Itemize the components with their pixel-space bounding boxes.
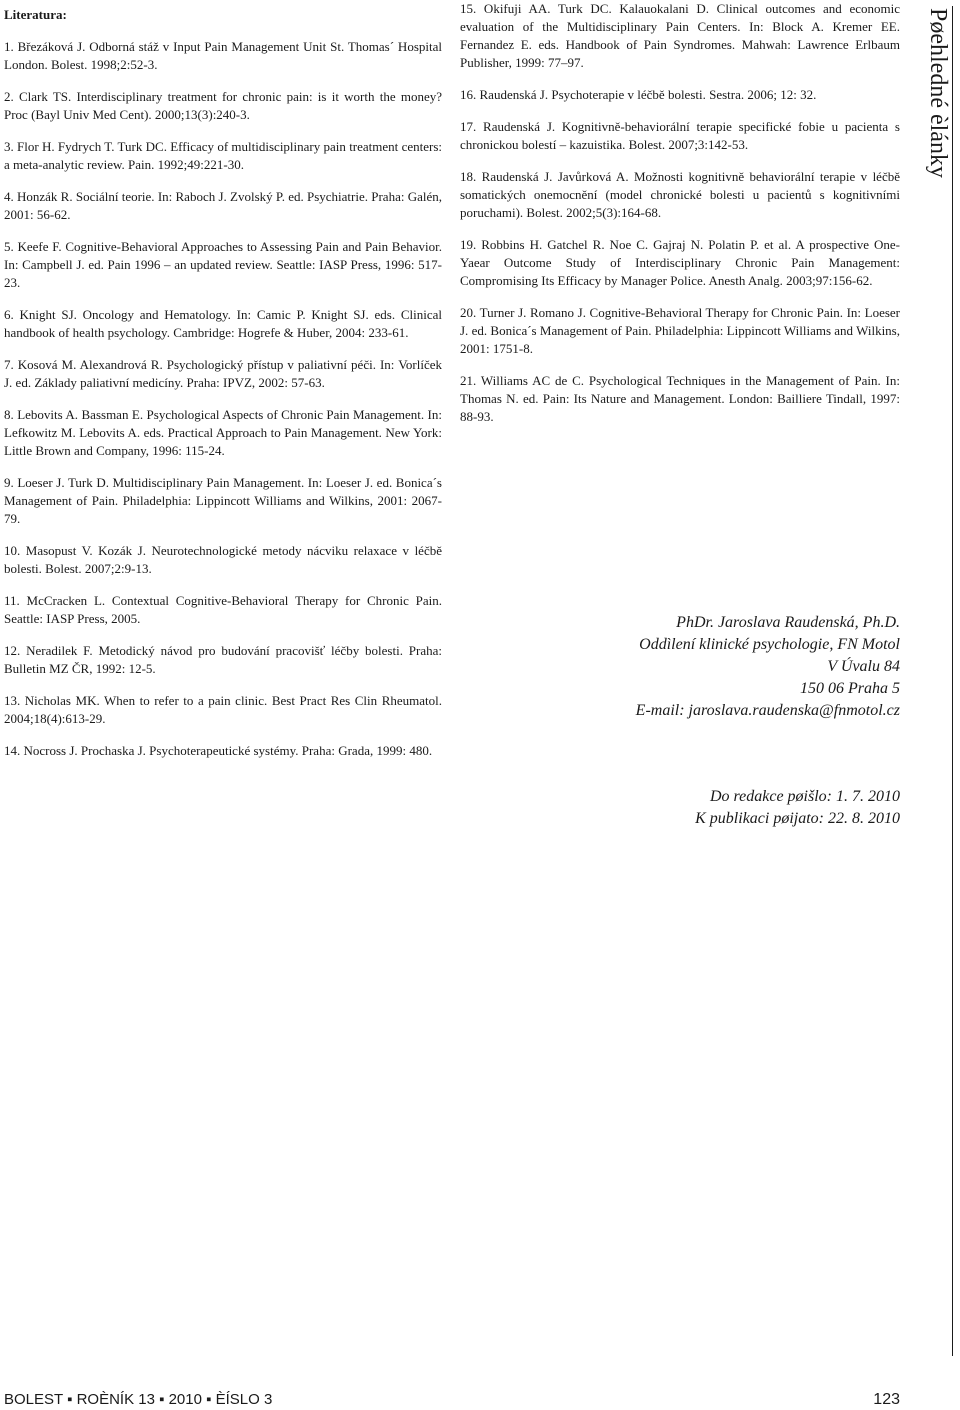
section-side-title [922, 6, 953, 1356]
reference-19: 19. Robbins H. Gatchel R. Noe C. Gajraj N. Polatin P. et al. A prospective One-Yaear Outcome Study of Interdisciplinary Chronic Pain Management: Compromising Its Efficacy by Manager Police. Anesth Analg. 2003;97:156-62. [460, 237, 900, 288]
footer-journal-info: BOLEST ▪ ROÈNÍK 13 ▪ 2010 ▪ ÈÍSLO 3 [4, 1391, 273, 1408]
reference-7: 7. Kosová M. Alexandrová R. Psychologický přístup v paliativní péči. In: Vorlíček J. ed. Základy paliativní medicíny. Praha: IPVZ, 2002: 57-63. [4, 357, 442, 390]
references-right-column [460, 0, 900, 440]
reference-2: 2. Clark TS. Interdisciplinary treatment for chronic pain: is it worth the money? Proc (Bayl Univ Med Cent). 2000;13(3):240-3. [4, 89, 442, 122]
reference-8: 8. Lebovits A. Bassman E. Psychological Aspects of Chronic Pain Management. In: Lefkowitz M. Lebovits A. eds. Practical Approach to Pain Management. New York: Little Brown and Company, 1996: 115-24. [4, 407, 442, 458]
reference-13: 13. Nicholas MK. When to refer to a pain clinic. Best Pract Res Clin Rheumatol. 2004;18(4):613-29. [4, 693, 442, 726]
author-city: 150 06 Praha 5 [800, 680, 900, 697]
editorial-dates [560, 786, 900, 830]
reference-5: 5. Keefe F. Cognitive-Behavioral Approaches to Assessing Pain and Pain Behavior. In: Campbell J. ed. Pain 1996 – an updated review. Seattle: IASP Press, 1996: 517-23. [4, 239, 442, 290]
reference-6: 6. Knight SJ. Oncology and Hematology. In: Camic P. Knight SJ. eds. Clinical handbook of health psychology. Cambridge: Hogrefe & Huber, 2004: 233-61. [4, 307, 442, 340]
reference-10: 10. Masopust V. Kozák J. Neurotechnologické metody nácviku relaxace v léčbě bolesti. Bolest. 2007;2:9-13. [4, 543, 442, 576]
reference-3: 3. Flor H. Fydrych T. Turk DC. Efficacy of multidisciplinary pain treatment centers: a meta-analytic review. Pain. 1992;49:221-30. [4, 139, 442, 172]
reference-4: 4. Honzák R. Sociální teorie. In: Raboch J. Zvolský P. ed. Psychiatrie. Praha: Galén, 2001: 56-62. [4, 189, 442, 222]
reference-21: 21. Williams AC de C. Psychological Techniques in the Management of Pain. In: Thomas N. ed. Pain: Its Nature and Management. London: Bailliere Tindall, 1997: 88-93. [460, 373, 900, 424]
reference-18: 18. Raudenská J. Javůrková A. Možnosti kognitivně behaviorální terapie v léčbě somatických onemocnění (model chronické bolesti u pacientů s kognitivními poruchami). Bolest. 2002;5(3):164-68. [460, 169, 900, 220]
reference-15: 15. Okifuji AA. Turk DC. Kalauokalani D. Clinical outcomes and economic evaluation of the Multidisciplinary Pain Centers. In: Block A. Kremer EE. Fernandez E. eds. Handbook of Pain Syndromes. Mahwah: Lawrence Erlbaum Publisher, 1999: 77–97. [460, 1, 900, 70]
reference-1: 1. Březáková J. Odborná stáž v Input Pain Management Unit St. Thomas´ Hospital London. Bolest. 1998;2:52-3. [4, 39, 442, 72]
reference-9: 9. Loeser J. Turk D. Multidisciplinary Pain Management. In: Loeser J. ed. Bonica´s Management of Pain. Philadelphia: Lippincott Williams and Wilkins, 2001: 2067-79. [4, 475, 442, 526]
author-contact [560, 612, 900, 722]
references-heading: Literatura: [4, 7, 67, 22]
reference-20: 20. Turner J. Romano J. Cognitive-Behavioral Therapy for Chronic Pain. In: Loeser J. ed. Bonica´s Management of Pain. Philadelphia: Lippincott Williams and Wilkins, 2001: 1751-8. [460, 305, 900, 356]
side-title-label: Pøehledné èlánky [925, 8, 951, 178]
author-email: E-mail: jaroslava.raudenska@fnmotol.cz [635, 702, 900, 719]
reference-12: 12. Neradilek F. Metodický návod pro budování pracovišť léčby bolesti. Praha: Bulletin MZ ČR, 1992: 12-5. [4, 643, 442, 676]
author-department: Oddìlení klinické psychologie, FN Motol [639, 636, 900, 653]
received-date: Do redakce pøišlo: 1. 7. 2010 [709, 788, 900, 805]
reference-17: 17. Raudenská J. Kognitivně-behaviorální terapie specifické fobie u pacienta s chronickou bolestí – kazuistika. Bolest. 2007;3:142-53. [460, 119, 900, 152]
reference-11: 11. McCracken L. Contextual Cognitive-Behavioral Therapy for Chronic Pain. Seattle: IASP Press, 2005. [4, 593, 442, 626]
author-name: PhDr. Jaroslava Raudenská, Ph.D. [676, 614, 900, 631]
author-street: V Úvalu 84 [827, 658, 900, 675]
references-left-column [4, 0, 442, 774]
reference-16: 16. Raudenská J. Psychoterapie v léčbě bolesti. Sestra. 2006; 12: 32. [460, 87, 817, 102]
footer-page-number: 123 [873, 1391, 900, 1408]
accepted-date: K publikaci pøijato: 22. 8. 2010 [695, 810, 900, 827]
reference-14: 14. Nocross J. Prochaska J. Psychoterapeutické systémy. Praha: Grada, 1999: 480. [4, 743, 433, 758]
